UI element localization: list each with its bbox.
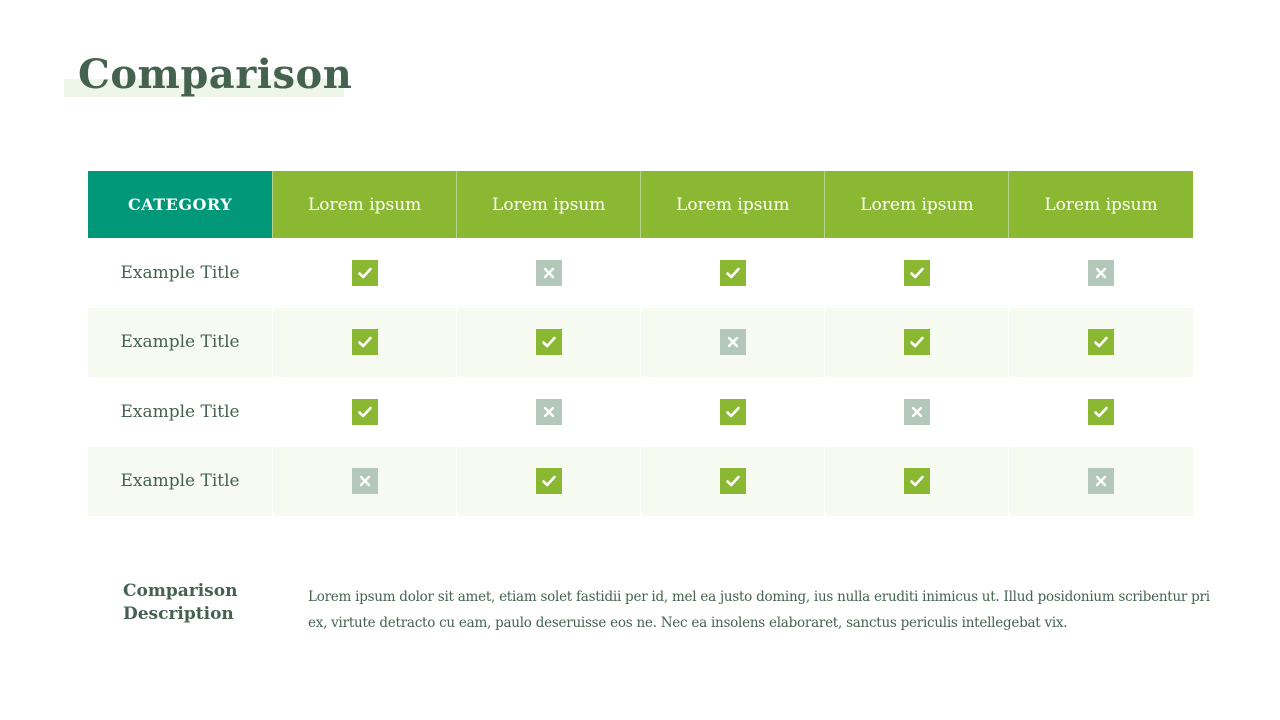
check-icon bbox=[352, 399, 378, 425]
table-header-row bbox=[88, 171, 1193, 238]
category-header: CATEGORY bbox=[88, 171, 272, 238]
check-icon bbox=[904, 329, 930, 355]
check-icon bbox=[1088, 329, 1114, 355]
comparison-cell bbox=[456, 447, 640, 517]
comparison-cell bbox=[272, 308, 456, 378]
row-title: Example Title bbox=[120, 262, 240, 283]
check-icon bbox=[720, 260, 746, 286]
column-header: Lorem ipsum bbox=[824, 171, 1008, 238]
cross-icon bbox=[536, 399, 562, 425]
check-icon bbox=[352, 260, 378, 286]
check-icon bbox=[904, 260, 930, 286]
check-icon bbox=[352, 329, 378, 355]
table-row bbox=[88, 308, 1193, 378]
check-icon bbox=[536, 468, 562, 494]
column-header: Lorem ipsum bbox=[272, 171, 456, 238]
comparison-cell bbox=[824, 447, 1008, 517]
cross-icon bbox=[904, 399, 930, 425]
description-text: Lorem ipsum dolor sit amet, etiam solet fastidii per id, mel ea justo doming, ius nulla eruditi inimicus ut. Illud posidonium scribentur pri ex, virtute detracto cu eam, paulo deseruisse eos ne. Nec ea insolens elaboraret, sanctus periculis intellegebat vix. bbox=[308, 589, 1210, 631]
column-header: Lorem ipsum bbox=[1008, 171, 1192, 238]
cross-icon bbox=[536, 260, 562, 286]
cross-icon bbox=[352, 468, 378, 494]
comparison-cell bbox=[824, 308, 1008, 378]
table-body bbox=[88, 238, 1193, 516]
comparison-cell bbox=[640, 447, 824, 517]
comparison-cell bbox=[824, 238, 1008, 308]
comparison-cell bbox=[1008, 308, 1192, 378]
cross-icon bbox=[1088, 468, 1114, 494]
table-row bbox=[88, 238, 1193, 308]
row-title: Example Title bbox=[120, 471, 240, 492]
comparison-cell bbox=[456, 238, 640, 308]
row-title: Example Title bbox=[120, 401, 240, 422]
cross-icon bbox=[1088, 260, 1114, 286]
cross-icon bbox=[720, 329, 746, 355]
comparison-cell bbox=[1008, 447, 1192, 517]
comparison-cell bbox=[456, 377, 640, 447]
column-header: Lorem ipsum bbox=[456, 171, 640, 238]
check-icon bbox=[536, 329, 562, 355]
comparison-cell bbox=[456, 308, 640, 378]
description-title: Comparison Description bbox=[123, 581, 238, 624]
column-header: Lorem ipsum bbox=[640, 171, 824, 238]
table-row bbox=[88, 447, 1193, 517]
page-title: Comparison bbox=[78, 51, 353, 98]
row-title: Example Title bbox=[120, 332, 240, 353]
title-block bbox=[64, 52, 352, 98]
comparison-cell bbox=[640, 308, 824, 378]
check-icon bbox=[1088, 399, 1114, 425]
comparison-cell bbox=[640, 238, 824, 308]
comparison-cell bbox=[1008, 377, 1192, 447]
comparison-cell bbox=[272, 447, 456, 517]
comparison-cell bbox=[1008, 238, 1192, 308]
check-icon bbox=[720, 399, 746, 425]
table-row bbox=[88, 377, 1193, 447]
comparison-cell bbox=[824, 377, 1008, 447]
comparison-cell bbox=[640, 377, 824, 447]
check-icon bbox=[904, 468, 930, 494]
comparison-cell bbox=[272, 238, 456, 308]
comparison-cell bbox=[272, 377, 456, 447]
comparison-table bbox=[88, 171, 1193, 516]
check-icon bbox=[720, 468, 746, 494]
